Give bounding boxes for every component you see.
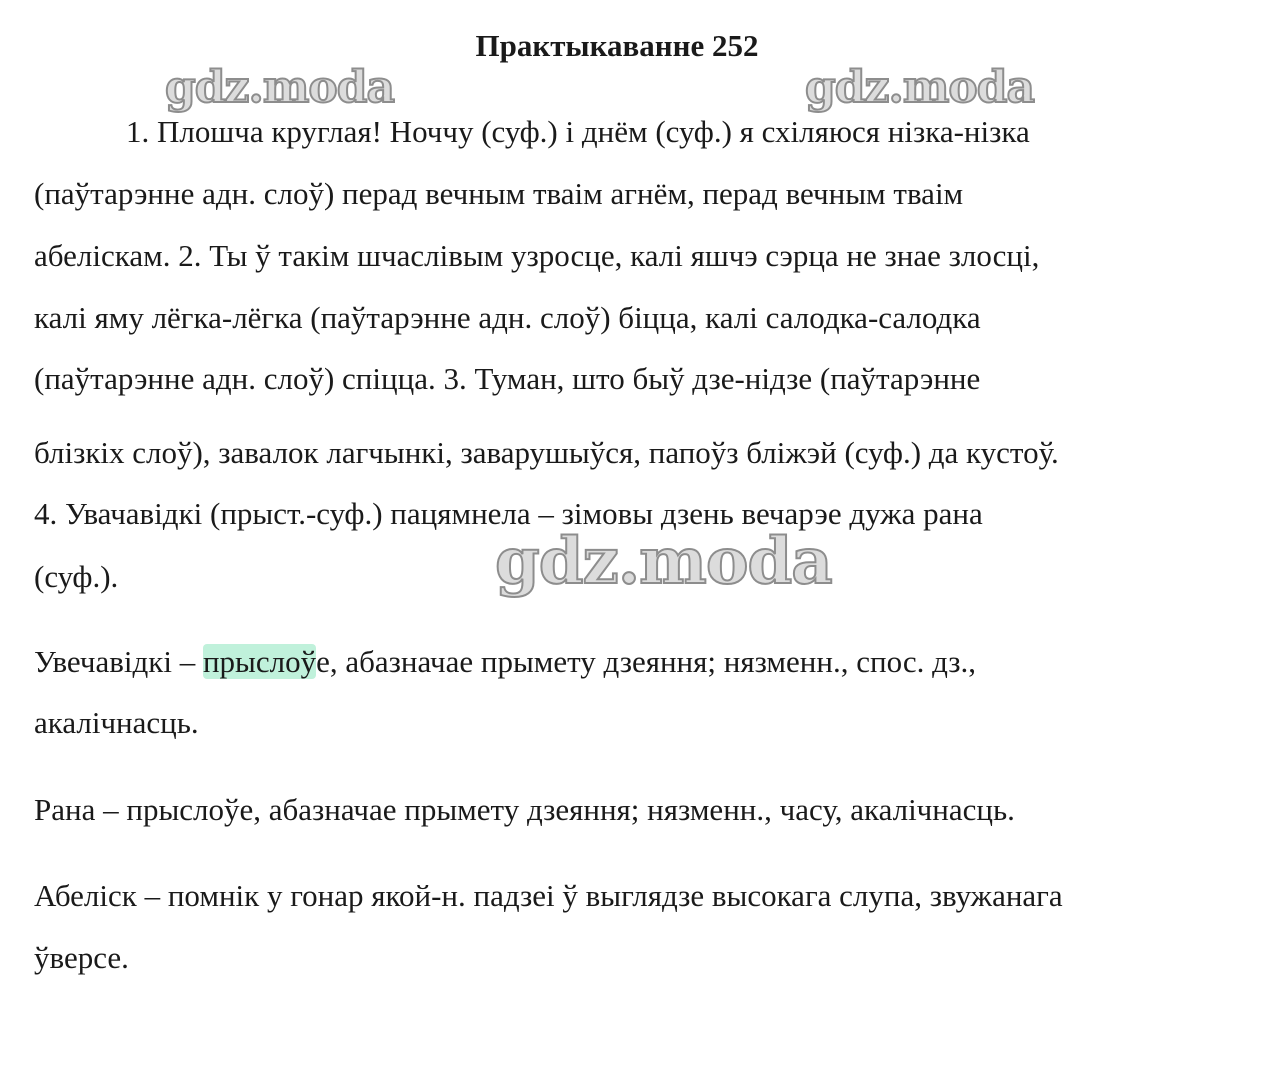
note-adverb-1-cont: акалічнасць. [34, 705, 199, 740]
note-adverb-1 [34, 644, 976, 680]
text-line: 1. Плошча круглая! Ноччу (суф.) і днём (суф.) я схіляюся нізка-нізка [126, 114, 1030, 149]
watermark-logo: gdz.moda [495, 524, 832, 599]
page-title: Практыкаванне 252 [475, 28, 759, 63]
text-line: (паўтарэнне адн. слоў) перад вечным тваім агнём, перад вечным тваім [34, 176, 964, 211]
watermark-logo: gdz.moda [805, 62, 1035, 113]
text-line: калі яму лёгка-лёгка (паўтарэнне адн. слоў) біцца, калі салодка-салодка [34, 300, 981, 335]
text-line: (суф.). [34, 559, 119, 594]
text-line: 4. Увачавідкі (прыст.-суф.) пацямнела – зімовы дзень вечарэе дужа рана [34, 496, 983, 531]
note-definition: Абеліск – помнік у гонар якой-н. падзеі ў выглядзе высокага слупа, звужанага [34, 878, 1063, 913]
note-text: Увечавідкі – [34, 644, 203, 679]
note-definition-cont: ўверсе. [34, 940, 129, 975]
text-line: (паўтарэнне адн. слоў) спіцца. 3. Туман, што быў дзе-нідзе (паўтарэнне [34, 361, 981, 396]
text-line: блізкіх слоў), завалок лагчынкі, заварушыўся, папоўз бліжэй (суф.) да кустоў. [34, 435, 1059, 470]
highlighted-text: прыслоў [202, 644, 317, 679]
note-adverb-2: Рана – прыслоўе, абазначае прымету дзеяння; нязменн., часу, акалічнасць. [34, 792, 1015, 827]
watermark-logo: gdz.moda [165, 62, 395, 113]
note-text: е, абазначае прымету дзеяння; нязменн., спос. дз., [316, 644, 977, 679]
text-line: абеліскам. 2. Ты ў такім шчаслівым узросце, калі яшчэ сэрца не знае злосці, [34, 238, 1040, 273]
